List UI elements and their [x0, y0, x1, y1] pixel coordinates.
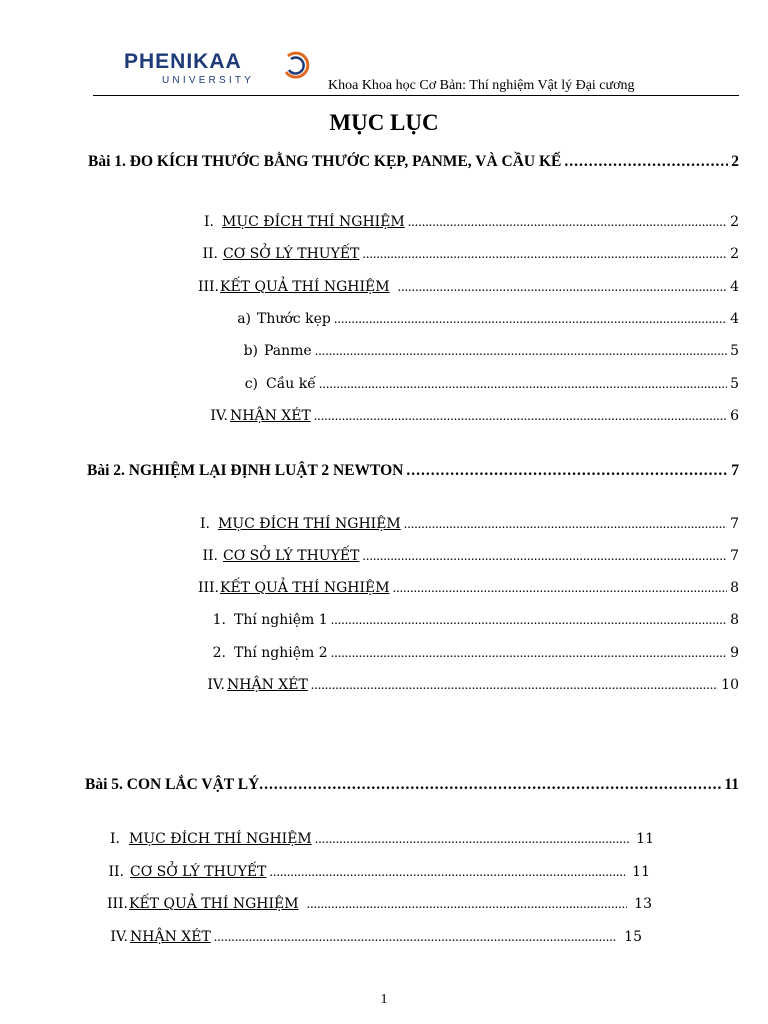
toc-item-number: II. — [108, 864, 124, 880]
toc-item[interactable] — [197, 580, 739, 597]
dot-leader — [408, 215, 727, 231]
toc-item-label: NHẬN XÉT — [230, 408, 311, 424]
toc-item[interactable] — [198, 548, 739, 565]
toc-item[interactable] — [210, 645, 739, 662]
toc-item-number: IV. — [110, 929, 128, 945]
toc-page-number: 5 — [730, 376, 739, 392]
toc-lesson-label: Bài 5. CON LẮC VẬT LÝ — [85, 776, 260, 793]
toc-item-label: Cầu kế — [266, 376, 316, 392]
toc-page-number: 11 — [636, 831, 654, 847]
toc-item-label: CƠ SỞ LÝ THUYẾT — [223, 246, 360, 262]
toc-page-number: 9 — [730, 645, 739, 661]
toc-item-number: II. — [202, 548, 218, 564]
toc-page-number: 6 — [730, 408, 739, 424]
dot-leader — [331, 613, 727, 629]
university-logo — [124, 48, 314, 94]
dot-leader — [314, 409, 727, 425]
toc-item[interactable] — [203, 677, 739, 694]
toc-page-number: 8 — [730, 580, 739, 596]
dot-leader — [315, 832, 629, 848]
dot-leader — [398, 280, 728, 296]
toc-lesson-label: Bài 2. NGHIỆM LẠI ĐỊNH LUẬT 2 NEWTON — [87, 462, 404, 479]
toc-page-number: 11 — [632, 864, 650, 880]
page-footer-number: 1 — [380, 992, 388, 1007]
toc-item[interactable] — [197, 279, 739, 296]
toc-page-number: 4 — [730, 279, 739, 295]
toc-item[interactable] — [106, 896, 652, 913]
toc-page-number: 2 — [730, 214, 739, 230]
dot-leader — [564, 153, 728, 171]
toc-item-number: III. — [197, 279, 219, 295]
toc-item-label: MỤC ĐÍCH THÍ NGHIỆM — [218, 516, 401, 532]
toc-item-number: IV. — [210, 408, 228, 424]
dot-leader — [214, 930, 617, 946]
toc-item-number: a) — [237, 311, 251, 327]
toc-lesson-5[interactable] — [85, 776, 739, 794]
toc-item[interactable] — [106, 864, 650, 881]
toc-item[interactable] — [106, 929, 642, 946]
toc-item-label: MỤC ĐÍCH THÍ NGHIỆM — [222, 214, 405, 230]
dot-leader — [331, 646, 727, 662]
toc-lesson-2[interactable] — [87, 462, 739, 480]
toc-item[interactable] — [240, 343, 739, 360]
toc-lesson-1[interactable] — [88, 153, 739, 171]
toc-item-label: NHẬN XÉT — [130, 929, 211, 945]
toc-item-label: KẾT QUẢ THÍ NGHIỆM — [129, 896, 299, 912]
toc-page-number: 8 — [730, 612, 739, 628]
toc-page-number: 10 — [721, 677, 739, 693]
toc-page-number: 7 — [730, 516, 739, 532]
toc-page-number: 7 — [731, 462, 739, 479]
toc-item-number: III. — [106, 896, 128, 912]
toc-item[interactable] — [206, 408, 739, 425]
logo-subtitle: UNIVERSITY — [162, 75, 255, 86]
toc-page-number: 5 — [730, 343, 739, 359]
header-divider — [93, 95, 739, 96]
toc-item-label: KẾT QUẢ THÍ NGHIỆM — [220, 279, 390, 295]
dot-leader — [393, 581, 728, 597]
toc-item-number: 2. — [212, 645, 226, 661]
toc-item-number: III. — [197, 580, 219, 596]
toc-item[interactable] — [106, 831, 654, 848]
toc-item[interactable] — [210, 612, 739, 629]
toc-page-number: 7 — [730, 548, 739, 564]
dot-leader — [311, 678, 718, 694]
toc-lesson-label: Bài 1. ĐO KÍCH THƯỚC BẰNG THƯỚC KẸP, PANME, VÀ CẦU KẾ — [88, 153, 562, 170]
dot-leader — [334, 312, 727, 328]
dot-leader — [307, 897, 628, 913]
toc-page-number: 4 — [730, 311, 739, 327]
toc-item-number: b) — [243, 343, 258, 359]
toc-item-label: CƠ SỞ LÝ THUYẾT — [130, 864, 267, 880]
toc-item[interactable] — [242, 376, 739, 393]
dot-leader — [269, 865, 625, 881]
toc-page-number: 11 — [724, 776, 739, 793]
toc-item-number: I. — [200, 516, 210, 532]
toc-page-number: 2 — [731, 153, 739, 170]
toc-item-label: KẾT QUẢ THÍ NGHIỆM — [220, 580, 390, 596]
toc-item-label: Panme — [264, 343, 312, 359]
toc-item-label: CƠ SỞ LÝ THUYẾT — [223, 548, 360, 564]
toc-item-label: MỤC ĐÍCH THÍ NGHIỆM — [129, 831, 312, 847]
toc-item[interactable] — [194, 516, 739, 533]
toc-item[interactable] — [233, 311, 739, 328]
logo-ring-icon — [282, 48, 312, 82]
toc-item-number: 1. — [212, 612, 226, 628]
toc-page-number: 15 — [624, 929, 642, 945]
toc-item-number: II. — [202, 246, 218, 262]
toc-page-number: 13 — [634, 896, 652, 912]
toc-item-number: I. — [110, 831, 120, 847]
page-title: MỤC LỤC — [329, 110, 439, 135]
toc-item[interactable] — [198, 246, 739, 263]
toc-item-number: c) — [244, 376, 258, 392]
logo-wordmark: PHENIKAA — [124, 50, 242, 73]
toc-item-label: Thí nghiệm 1 — [234, 612, 328, 628]
dot-leader — [404, 517, 727, 533]
dot-leader — [315, 344, 727, 360]
toc-item-label: Thí nghiệm 2 — [234, 645, 328, 661]
toc-item-label: NHẬN XÉT — [227, 677, 308, 693]
toc-item-label: Thước kẹp — [257, 311, 331, 327]
toc-page-number: 2 — [730, 246, 739, 262]
toc-item[interactable] — [198, 214, 739, 231]
dot-leader — [259, 776, 721, 794]
dot-leader — [362, 247, 727, 263]
toc-item-number: I. — [204, 214, 214, 230]
dot-leader — [406, 462, 728, 480]
dot-leader — [362, 549, 727, 565]
department-header: Khoa Khoa học Cơ Bản: Thí nghiệm Vật lý Đại cương — [328, 78, 635, 93]
toc-item-number: IV. — [207, 677, 225, 693]
dot-leader — [319, 377, 727, 393]
